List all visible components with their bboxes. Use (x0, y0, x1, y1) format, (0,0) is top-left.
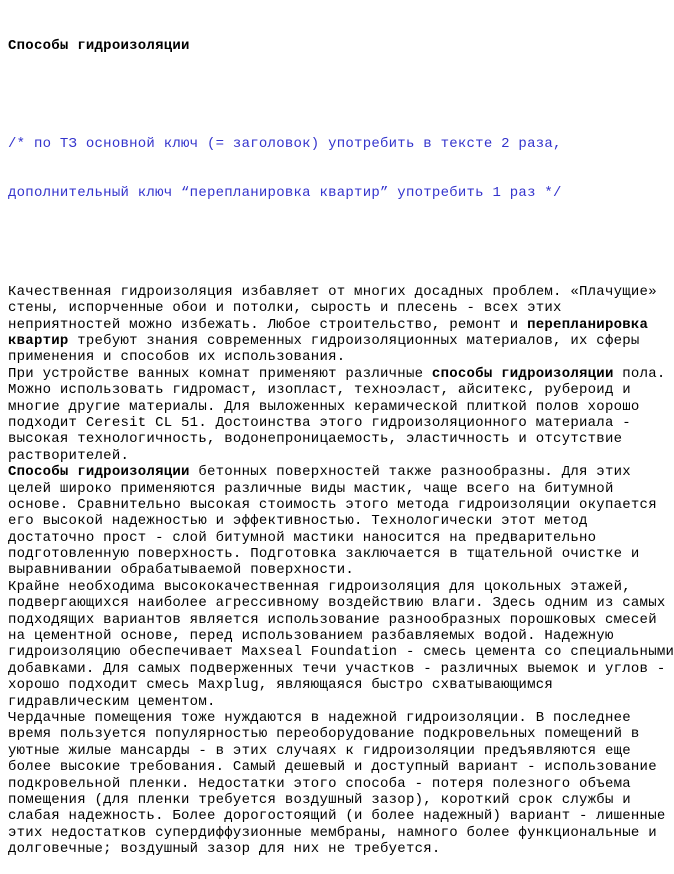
text-line: целей широко применяются различные виды мастик, чаще всего на битумной (8, 480, 614, 497)
text-line: Способы гидроизоляции бетонных поверхностей также разнообразны. Для этих (8, 464, 631, 481)
text-line: подходит Ceresit CL 51. Достоинства этого гидроизоляционного материала - (8, 414, 631, 431)
text-line: Качественная гидроизоляция избавляет от многих досадных проблем. «Плачущие» (8, 283, 657, 300)
text-line: Крайне необходима высококачественная гидроизоляция для цокольных этажей, (8, 578, 631, 595)
text-line: хорошо подходит смесь Maxplug, являющаяся быстро схватывающимся (8, 677, 554, 694)
text-line: подвергающихся наиболее агрессивному воздействию влаги. Здесь одним из самых (8, 595, 666, 612)
text-line: подходящих вариантов является использование разнообразных порошковых смесей (8, 611, 657, 628)
text-line: основе. Сравнительно высокая стоимость этого метода гидроизоляции окупается (8, 496, 657, 513)
text-line: стены, испорченные обои и потолки, сырость и плесень - всех этих (8, 300, 562, 317)
tz-comment-line-1: /* по ТЗ основной ключ (= заголовок) употребить в тексте 2 раза, (8, 136, 562, 153)
text-line: выравнивании обрабатываемой поверхности. (8, 562, 355, 579)
text-line: растворителей. (8, 447, 130, 464)
document-title: Способы гидроизоляции (8, 37, 190, 54)
text-line: гидроизоляцию обеспечивает Maxseal Foundation - смесь цемента со специальными (8, 644, 674, 661)
text-line: применения и способов их использования. (8, 349, 346, 366)
text-line: Можно использовать гидромаст, изопласт, техноэласт, айситекс, рубероид и (8, 382, 631, 399)
text-line: его высокой надежностью и эффективностью. Технологически этот метод (8, 513, 588, 530)
text-line: помещения (для пленки требуется воздушный зазор), короткий срок службы и (8, 791, 631, 808)
text-line: этих недостатков супердиффузионные мембраны, намного более функциональные и (8, 824, 657, 841)
text-line: время пользуется популярностью переоборудование подкровельных помещений в (8, 726, 640, 743)
text-line: высокая технологичность, водонепроницаемость, эластичность и отсутствие (8, 431, 623, 448)
text-line: Чердачные помещения тоже нуждаются в надежной гидроизоляции. В последнее (8, 709, 631, 726)
text-line: достаточно прост - слой битумной мастики наносится на предварительно (8, 529, 597, 546)
text-line: неприятностей можно избежать. Любое строительство, ремонт и перепланировка (8, 316, 649, 333)
text-line: слабая надежность. Более дорогостоящий (и более надежный) вариант - лишенные (8, 808, 666, 825)
text-line: более высокие требования. Самый дешевый и доступный вариант - использование (8, 759, 657, 776)
text-line: уютные жилые мансарды - в этих случаях к гидроизоляции предъявляются еще (8, 742, 631, 759)
tz-comment-line-2: дополнительный ключ “перепланировка квартир” употребить 1 раз */ (8, 185, 562, 202)
text-line: подготовленную поверхность. Подготовка заключается в тщательной очистке и (8, 546, 640, 563)
text-line: гидравлическим цементом. (8, 693, 216, 710)
text-line: подкровельной пленки. Недостатки этого способа - потеря полезного объема (8, 775, 631, 792)
text-line: многие другие материалы. Для выложенных керамической плиткой полов хорошо (8, 398, 640, 415)
text-line: добавками. Для самых подверженных течи участков - различных выемок и углов - (8, 660, 666, 677)
text-line: При устройстве ванных комнат применяют различные способы гидроизоляции пола. (8, 365, 666, 382)
document-body (8, 284, 674, 858)
blank-line (8, 87, 674, 103)
text-line: на цементной основе, перед использованием разбавляемых водой. Надежную (8, 628, 614, 645)
blank-line (8, 235, 674, 251)
text-line: долговечные; воздушный зазор для них не требуется. (8, 841, 441, 858)
text-line: квартир требуют знания современных гидроизоляционных материалов, их сферы (8, 333, 640, 349)
